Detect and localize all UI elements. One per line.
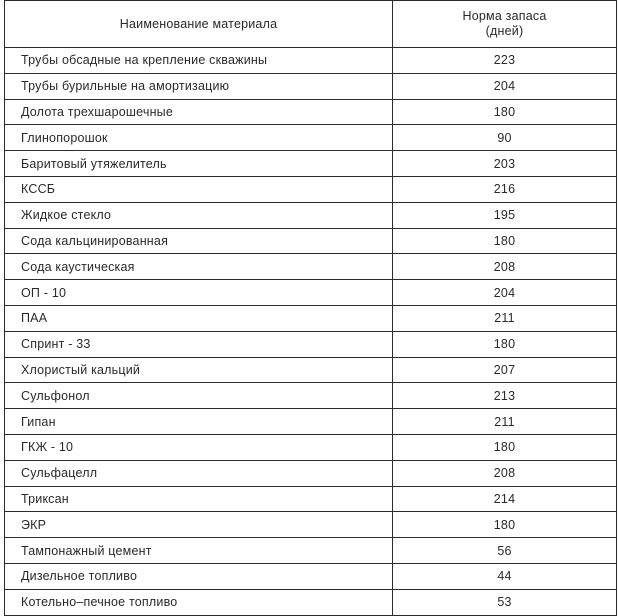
stock-norm-cell: 204: [393, 280, 617, 306]
table-row: [5, 538, 617, 564]
table-row: [5, 589, 617, 615]
header-stock-norm-line2: (дней): [485, 24, 524, 38]
stock-norm-cell: 211: [393, 305, 617, 331]
stock-norm-cell: 195: [393, 202, 617, 228]
stock-norm-cell: 180: [393, 99, 617, 125]
material-name-cell: ГКЖ - 10: [5, 434, 393, 460]
stock-norm-cell: 204: [393, 73, 617, 99]
stock-norm-cell: 207: [393, 357, 617, 383]
table-row: [5, 331, 617, 357]
material-name-cell: ПАА: [5, 305, 393, 331]
material-name-cell: Трубы обсадные на крепление скважины: [5, 48, 393, 74]
stock-norm-cell: 213: [393, 383, 617, 409]
stock-norm-cell: 180: [393, 434, 617, 460]
stock-norm-cell: 208: [393, 254, 617, 280]
table-row: [5, 176, 617, 202]
stock-norm-cell: 180: [393, 331, 617, 357]
material-name-cell: Хлористый кальций: [5, 357, 393, 383]
stock-norm-cell: 56: [393, 538, 617, 564]
material-name-cell: Баритовый утяжелитель: [5, 151, 393, 177]
table-row: [5, 305, 617, 331]
table-row: [5, 202, 617, 228]
material-name-cell: Котельно–печное топливо: [5, 589, 393, 615]
table-row: [5, 486, 617, 512]
material-name-cell: ОП - 10: [5, 280, 393, 306]
header-stock-norm: [393, 1, 617, 48]
stock-norm-cell: 216: [393, 176, 617, 202]
stock-norm-cell: 44: [393, 563, 617, 589]
table-row: [5, 99, 617, 125]
material-name-cell: Сода кальцинированная: [5, 228, 393, 254]
stock-norm-cell: 90: [393, 125, 617, 151]
stock-norm-cell: 211: [393, 409, 617, 435]
header-row: [5, 1, 617, 48]
material-name-cell: Долота трехшарошечные: [5, 99, 393, 125]
table-row: [5, 383, 617, 409]
stock-norm-cell: 203: [393, 151, 617, 177]
stock-norm-cell: 208: [393, 460, 617, 486]
material-name-cell: Трикcан: [5, 486, 393, 512]
material-name-cell: Жидкое стекло: [5, 202, 393, 228]
table-row: [5, 563, 617, 589]
materials-table: [4, 0, 617, 616]
header-material-name: Наименование материала: [5, 1, 393, 48]
table-row: [5, 254, 617, 280]
table-row: [5, 280, 617, 306]
table-row: [5, 460, 617, 486]
stock-norm-cell: 53: [393, 589, 617, 615]
table-row: [5, 357, 617, 383]
table-row: [5, 151, 617, 177]
stock-norm-cell: 223: [393, 48, 617, 74]
material-name-cell: Сульфацелл: [5, 460, 393, 486]
stock-norm-cell: 180: [393, 228, 617, 254]
material-name-cell: Гипан: [5, 409, 393, 435]
material-name-cell: Глинопорошок: [5, 125, 393, 151]
material-name-cell: ЭКР: [5, 512, 393, 538]
material-name-cell: Трубы бурильные на амортизацию: [5, 73, 393, 99]
material-name-cell: Сода каустическая: [5, 254, 393, 280]
table-body: [5, 48, 617, 616]
table-row: [5, 409, 617, 435]
table-row: [5, 434, 617, 460]
table-row: [5, 512, 617, 538]
table-row: [5, 73, 617, 99]
header-stock-norm-line1: Норма запаса: [462, 9, 547, 23]
table-row: [5, 48, 617, 74]
material-name-cell: Тампонажный цемент: [5, 538, 393, 564]
material-name-cell: Спринт - 33: [5, 331, 393, 357]
table-row: [5, 228, 617, 254]
material-name-cell: Сульфонол: [5, 383, 393, 409]
stock-norm-cell: 180: [393, 512, 617, 538]
stock-norm-cell: 214: [393, 486, 617, 512]
material-name-cell: КССБ: [5, 176, 393, 202]
table-row: [5, 125, 617, 151]
material-name-cell: Дизельное топливо: [5, 563, 393, 589]
